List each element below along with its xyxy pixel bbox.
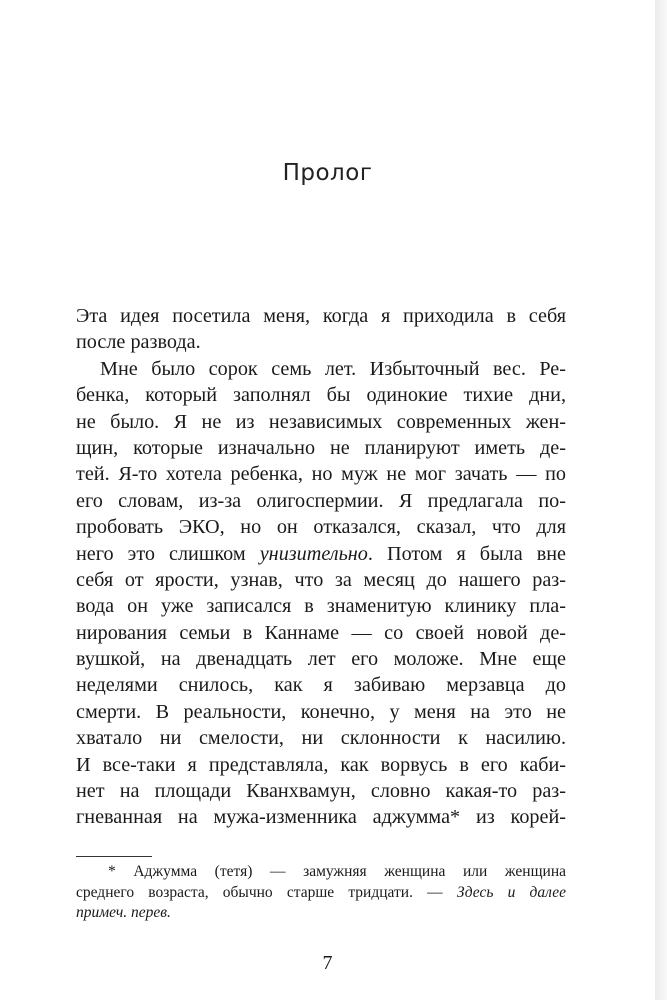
text-line: смерти. В реальности, конечно, у меня на это не (76, 700, 566, 723)
chapter-title: Пролог (282, 160, 373, 186)
text-line: после развода. (76, 331, 201, 354)
text-segment: . Потом я была вне (367, 542, 566, 565)
text-line: щин, которые изначально не планируют иметь де- (76, 436, 566, 459)
text-segment: него это слишком (76, 542, 246, 565)
text-line: не было. Я не из независимых современных жен- (76, 410, 566, 433)
page-number: 7 (322, 952, 333, 974)
text-line: тей. Я-то хотела ребенка, но муж не мог зачать — по (76, 463, 566, 486)
text-line: Эта идея посетила меня, когда я приходила в себя (76, 305, 566, 327)
text-line: его словам, из-за олигоспермии. Я предлагала по- (76, 489, 566, 512)
footnote-line-mixed (76, 883, 566, 904)
text-line: гневанная на мужа-изменника аджумма* из корей- (76, 806, 566, 829)
text-segment: среднего возраста, обычно старше тридцати. — (76, 883, 443, 901)
footnote-divider (76, 856, 152, 857)
text-line: нет на площади Кванхвамун, словно какая-то раз- (76, 780, 566, 803)
text-line: себя от ярости, узнав, что за месяц до нашего раз- (76, 568, 566, 591)
text-line: нирования семьи в Каннаме — со своей новой де- (76, 621, 566, 644)
page-edge-shadow (655, 0, 667, 1000)
text-line: И все-таки я представляла, как ворвусь в его каби- (76, 753, 566, 776)
footnote (76, 862, 566, 924)
text-line: бенка, который заполнял бы одинокие тихие дни, (76, 384, 566, 407)
text-line: вушкой, на двенадцать лет его моложе. Мне еще (76, 648, 566, 671)
text-line: хватало ни смелости, ни склонности к насилию. (76, 727, 566, 750)
body-text (76, 303, 566, 831)
text-line: вода он уже записался в знаменитую клинику пла- (76, 595, 566, 618)
footnote-line (76, 903, 566, 924)
italic-word: унизительно (259, 542, 368, 565)
text-line-mixed (76, 541, 566, 567)
text-line: Мне было сорок семь лет. Избыточный вес. Ре- (100, 357, 566, 380)
text-line: неделями снилось, как я забиваю мерзавца до (76, 674, 566, 697)
footnote-line: * Аджумма (тетя) — замужняя женщина или женщина (108, 863, 566, 880)
italic-text: примеч. перев. (76, 904, 171, 921)
text-line: пробовать ЭКО, но он отказался, сказал, что для (76, 516, 566, 539)
italic-text: Здесь и далее (456, 883, 567, 901)
